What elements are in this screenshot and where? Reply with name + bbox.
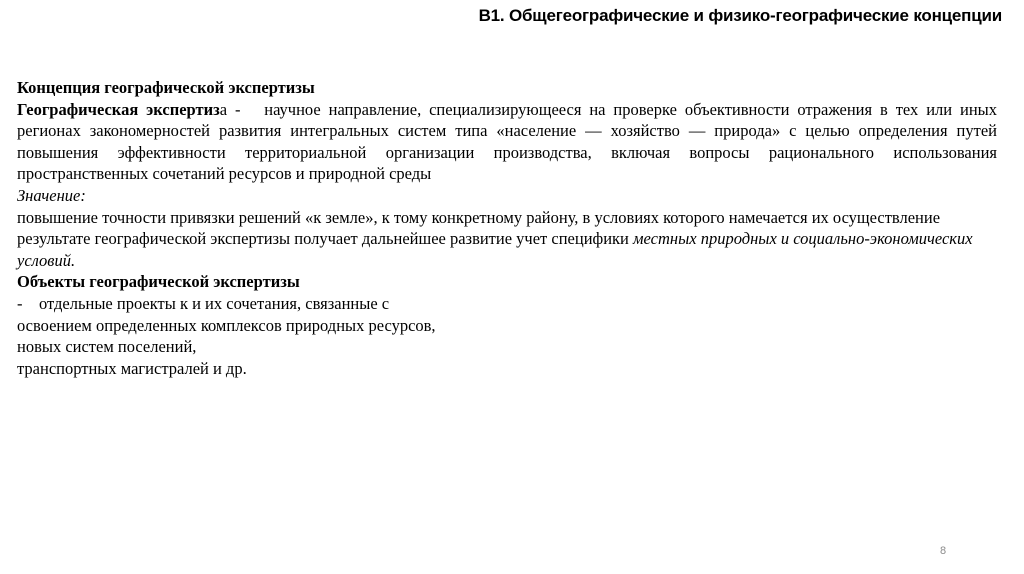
definition-paragraph	[17, 99, 997, 185]
objects-line-4: транспортных магистралей и др.	[17, 358, 247, 378]
meaning-text-1: повышение точности привязки решений «к земле», к тому конкретному району, в условиях которого намечается их осуществление	[17, 207, 941, 227]
heading-objects: Объекты географической экспертизы	[17, 272, 300, 292]
meaning-text-2-italic: местных природных и социально-экономических условий.	[17, 229, 973, 270]
slide-body	[17, 77, 997, 379]
definition-term-tail: а -	[219, 99, 249, 119]
meaning-text-2-plain: результате географической экспертизы получает дальнейшее развитие учет специфики	[17, 229, 634, 249]
page-number: 8	[940, 545, 947, 557]
definition-text: научное направление, специализирующееся на проверке объективности отражения в тех или иных регионах закономерностей развития интегральных систем типа «население — хозяйство — природа» с целью определения путей повышения эффективности территориальной организации производства, включая вопросы рационального использования пространственных сочетаний ресурсов и природной среды	[17, 99, 997, 184]
slide-title: В1. Общегеографические и физико-географические концепции	[478, 6, 1002, 25]
meaning-label: Значение:	[17, 185, 86, 205]
heading-concept: Концепция географической экспертизы	[17, 78, 315, 97]
objects-line-2: освоением определенных комплексов природных ресурсов,	[17, 315, 436, 335]
meaning-text-2	[17, 228, 997, 271]
definition-term: Географическая экспертиз	[17, 99, 220, 119]
objects-line-1: - отдельные проекты к и их сочетания, связанные с	[17, 293, 390, 313]
objects-line-3: новых систем поселений,	[17, 337, 197, 357]
